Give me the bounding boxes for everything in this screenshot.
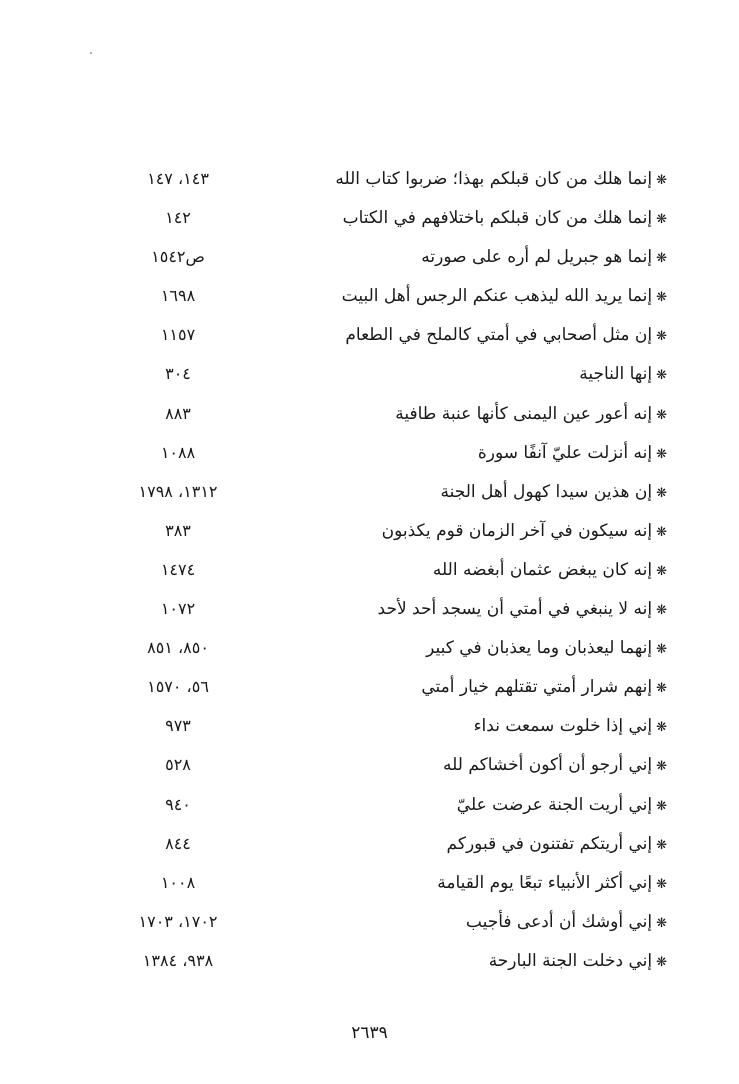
entry-bullet-icon: ❋ [656,798,667,814]
entry-text [441,473,667,513]
entry-bullet-icon: ❋ [656,720,667,736]
entry-bullet-icon: ❋ [656,485,667,501]
entry-bullet-icon: ❋ [656,563,667,579]
entry-text [489,942,667,982]
entry-bullet-icon: ❋ [656,876,667,892]
entry-reference-numbers: ٩٤٠ [165,794,191,814]
index-list [0,160,739,981]
index-entry [0,864,739,903]
entry-text [447,825,667,865]
entry-reference-numbers: ١٣١٢، ١٧٩٨ [138,481,218,501]
entry-hadith-text: إنما هلك من كان قبلكم بهذا؛ ضربوا كتاب الله [335,169,653,189]
entry-text [345,316,667,356]
entry-bullet-icon: ❋ [656,603,667,619]
entry-text [343,199,667,239]
entry-hadith-text: إني إذا خلوت سمعت نداء [473,716,653,737]
entry-bullet-icon: ❋ [656,524,667,540]
entry-reference-numbers: ١٠٨٨ [160,442,196,462]
index-entry [0,512,739,551]
entry-hadith-text: إنها الناجية [579,364,653,385]
index-entry [0,746,739,785]
index-entry [0,160,739,199]
entry-text [378,590,667,630]
entry-bullet-icon: ❋ [656,290,667,306]
entry-bullet-icon: ❋ [656,251,667,267]
entry-text [457,786,667,826]
index-entry [0,199,739,238]
entry-bullet-icon: ❋ [656,446,667,462]
entry-hadith-text: إنما هو جبريل لم أره على صورته [421,247,653,268]
index-entry [0,238,739,277]
entry-text [478,434,667,474]
index-entry [0,551,739,590]
entry-hadith-text: إني أريتكم تفتنون في قبوركم [446,833,653,854]
entry-reference-numbers: ١٤٢ [165,208,191,228]
index-entry [0,903,739,942]
entry-hadith-text: إنهم شرار أمتي تقتلهم خيار أمتي [421,677,653,698]
index-entry [0,629,739,668]
entry-text [466,903,667,943]
entry-bullet-icon: ❋ [656,681,667,697]
entry-reference-numbers: ٥٢٨ [165,755,191,775]
entry-hadith-text: إنه أنزلت عليّ آنفًا سورة [477,442,653,463]
index-entry [0,590,739,629]
entry-hadith-text: إن هذين سيدا كهول أهل الجنة [440,481,653,502]
entry-reference-numbers: ٩٣٨، ١٣٨٤ [142,950,214,970]
entry-hadith-text: إنه لا ينبغي في أمتي أن يسجد أحد لأحد [377,599,653,620]
entry-text [437,864,667,904]
entry-text [474,707,667,747]
index-entry [0,942,739,981]
entry-text [421,238,667,278]
entry-hadith-text: إنهما ليعذبان وما يعذبان في كبير [426,638,653,659]
index-entry [0,668,739,707]
index-entry [0,355,739,394]
entry-reference-numbers: ١٠٧٢ [160,599,196,619]
entry-text [421,668,667,708]
entry-hadith-text: إنما هلك من كان قبلكم باختلافهم في الكتاب [342,208,653,229]
entry-hadith-text: إنما يريد الله ليذهب عنكم الرجس أهل البيت [341,286,653,307]
entry-text [335,160,667,200]
entry-text [395,395,667,435]
entry-bullet-icon: ❋ [656,954,667,970]
entry-bullet-icon: ❋ [656,915,667,931]
entry-text [579,355,667,395]
entry-hadith-text: إن مثل أصحابي في أمتي كالملح في الطعام [345,325,653,346]
entry-bullet-icon: ❋ [656,837,667,853]
entry-reference-numbers: ٨٨٣ [165,403,191,423]
scan-speck [90,52,92,54]
entry-text [426,629,667,669]
entry-reference-numbers: ١١٥٧ [160,325,196,345]
entry-hadith-text: إني أوشك أن أدعى فأجيب [465,911,653,932]
entry-bullet-icon: ❋ [656,407,667,423]
entry-bullet-icon: ❋ [656,759,667,775]
entry-hadith-text: إني دخلت الجنة البارحة [488,950,653,971]
entry-reference-numbers: ٥٦، ١٥٧٠ [147,677,209,697]
entry-bullet-icon: ❋ [656,329,667,345]
entry-bullet-icon: ❋ [656,173,667,188]
entry-reference-numbers: ٨٥٠، ٨٥١ [147,638,209,658]
index-entry [0,395,739,434]
entry-hadith-text: إني أرجو أن أكون أخشاكم لله [443,755,653,776]
entry-hadith-text: إني أكثر الأنبياء تبعًا يوم القيامة [437,872,653,893]
entry-reference-numbers: ١٤٧٤ [160,559,196,579]
entry-bullet-icon: ❋ [656,212,667,228]
index-entry [0,473,739,512]
entry-reference-numbers: ٣٠٤ [165,364,191,384]
entry-hadith-text: إنه سيكون في آخر الزمان قوم يكذبون [381,520,653,541]
entry-reference-numbers: ١٦٩٨ [160,286,196,306]
entry-hadith-text: إني أريت الجنة عرضت عليّ [456,794,653,815]
index-entry [0,434,739,473]
entry-hadith-text: إنه أعور عين اليمنى كأنها عنبة طافية [395,403,653,424]
entry-bullet-icon: ❋ [656,368,667,384]
entry-reference-numbers: ٣٨٣ [165,520,191,540]
entry-bullet-icon: ❋ [656,642,667,658]
entry-reference-numbers: ١٤٣، ١٤٧ [147,169,209,188]
entry-text [382,512,667,552]
index-entry [0,825,739,864]
entry-text [342,277,667,317]
page-number: ٢٦٣٩ [351,1023,388,1043]
entry-reference-numbers: ٨٤٤ [165,833,191,853]
entry-text [433,551,667,591]
entry-hadith-text: إنه كان يبغض عثمان أبغضه الله [432,559,653,580]
index-entry [0,786,739,825]
entry-reference-numbers: ص١٥٤٢ [151,247,205,267]
index-entry [0,707,739,746]
entry-reference-numbers: ٩٧٣ [165,716,191,736]
index-entry [0,316,739,355]
entry-text [443,746,667,786]
entry-reference-numbers: ١٠٠٨ [160,872,196,892]
index-entry [0,277,739,316]
entry-reference-numbers: ١٧٠٢، ١٧٠٣ [138,911,218,931]
